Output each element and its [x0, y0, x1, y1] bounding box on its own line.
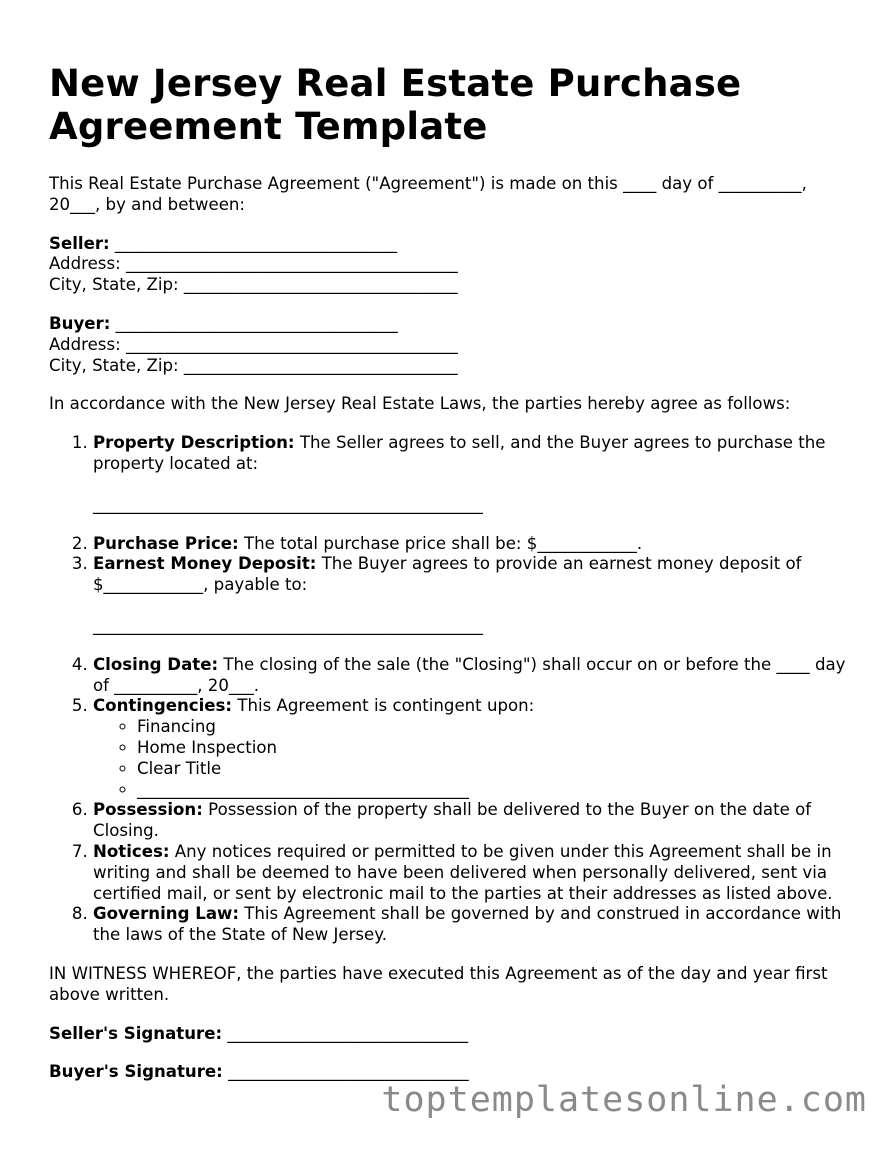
buyer-signature-blank: _____________________________ — [222, 1062, 469, 1082]
term-text: This Agreement is contingent upon: — [232, 696, 535, 716]
seller-signature-blank: _____________________________ — [222, 1023, 468, 1043]
term-text: The Seller agrees to sell, and the Buyer agrees to purchase the property located at: — [93, 433, 826, 473]
terms-list — [49, 433, 849, 946]
term-label: Property Description: — [93, 433, 295, 453]
term-possession — [93, 800, 849, 842]
witness-paragraph: IN WITNESS WHEREOF, the parties have executed this Agreement as of the day and year first above written. — [49, 963, 828, 1004]
payee-blank: _______________________________________________ — [93, 615, 483, 635]
seller-label: Seller: — [49, 233, 110, 253]
seller-block — [49, 234, 849, 296]
document-page — [49, 62, 849, 1101]
intro-paragraph: This Real Estate Purchase Agreement ("Agreement") is made on this ____ day of __________, 20___, by and between: — [49, 174, 807, 214]
term-text: The Buyer agrees to provide an earnest money deposit of $____________, payable to: — [93, 554, 802, 595]
buyer-label: Buyer: — [49, 313, 111, 333]
contingency-list — [93, 717, 849, 800]
contingency-item: ◦ Clear Title — [137, 759, 849, 780]
term-text: The closing of the sale (the "Closing") shall occur on or before the ____ day of __________, 20___. — [93, 654, 846, 695]
term-purchase-price — [93, 534, 849, 555]
contingency-item: ◦ Financing — [137, 717, 849, 738]
term-earnest-money — [93, 554, 849, 636]
buyer-address: Address: ________________________________________ — [49, 334, 458, 354]
term-label: Notices: — [93, 841, 170, 861]
buyer-block — [49, 314, 849, 376]
accordance-paragraph: In accordance with the New Jersey Real Estate Laws, the parties hereby agree as follows: — [49, 394, 791, 414]
term-property-description — [93, 433, 849, 515]
watermark: toptemplatesonline.com — [381, 1080, 867, 1120]
term-label: Contingencies: — [93, 696, 233, 716]
term-text: Possession of the property shall be delivered to the Buyer on the date of Closing. — [93, 800, 812, 841]
term-contingencies — [93, 696, 849, 800]
term-text: This Agreement shall be governed by and construed in accordance with the laws of the State of New Jersey. — [93, 904, 842, 945]
term-label: Purchase Price: — [93, 533, 239, 553]
term-text: Any notices required or permitted to be given under this Agreement shall be in writing and shall be deemed to have been delivered when personally delivered, sent via certified mail, or sent by electronic mail to the parties at their addresses as listed above. — [93, 841, 833, 903]
term-governing-law — [93, 904, 849, 946]
buyer-signature-label: Buyer's Signature: — [49, 1062, 223, 1082]
property-address-blank: _______________________________________________ — [93, 494, 483, 514]
contingency-item: ◦ Home Inspection — [137, 738, 849, 759]
page-title: New Jersey Real Estate Purchase Agreement Template — [49, 62, 742, 148]
term-label: Possession: — [93, 800, 203, 820]
seller-signature-line — [49, 1024, 849, 1045]
contingency-item: ◦ ________________________________________ — [137, 780, 849, 801]
term-label: Earnest Money Deposit: — [93, 554, 317, 574]
buyer-name-blank: __________________________________ — [110, 313, 398, 333]
seller-name-blank: __________________________________ — [109, 233, 398, 253]
term-label: Closing Date: — [93, 654, 219, 674]
term-label: Governing Law: — [93, 904, 239, 924]
buyer-city: City, State, Zip: _________________________________ — [49, 355, 458, 375]
seller-city: City, State, Zip: _________________________________ — [49, 275, 458, 295]
seller-signature-label: Seller's Signature: — [49, 1023, 223, 1043]
term-notices — [93, 842, 849, 904]
term-closing-date — [93, 655, 849, 697]
term-text: The total purchase price shall be: $____________. — [238, 533, 643, 553]
seller-address: Address: ________________________________________ — [49, 254, 458, 274]
